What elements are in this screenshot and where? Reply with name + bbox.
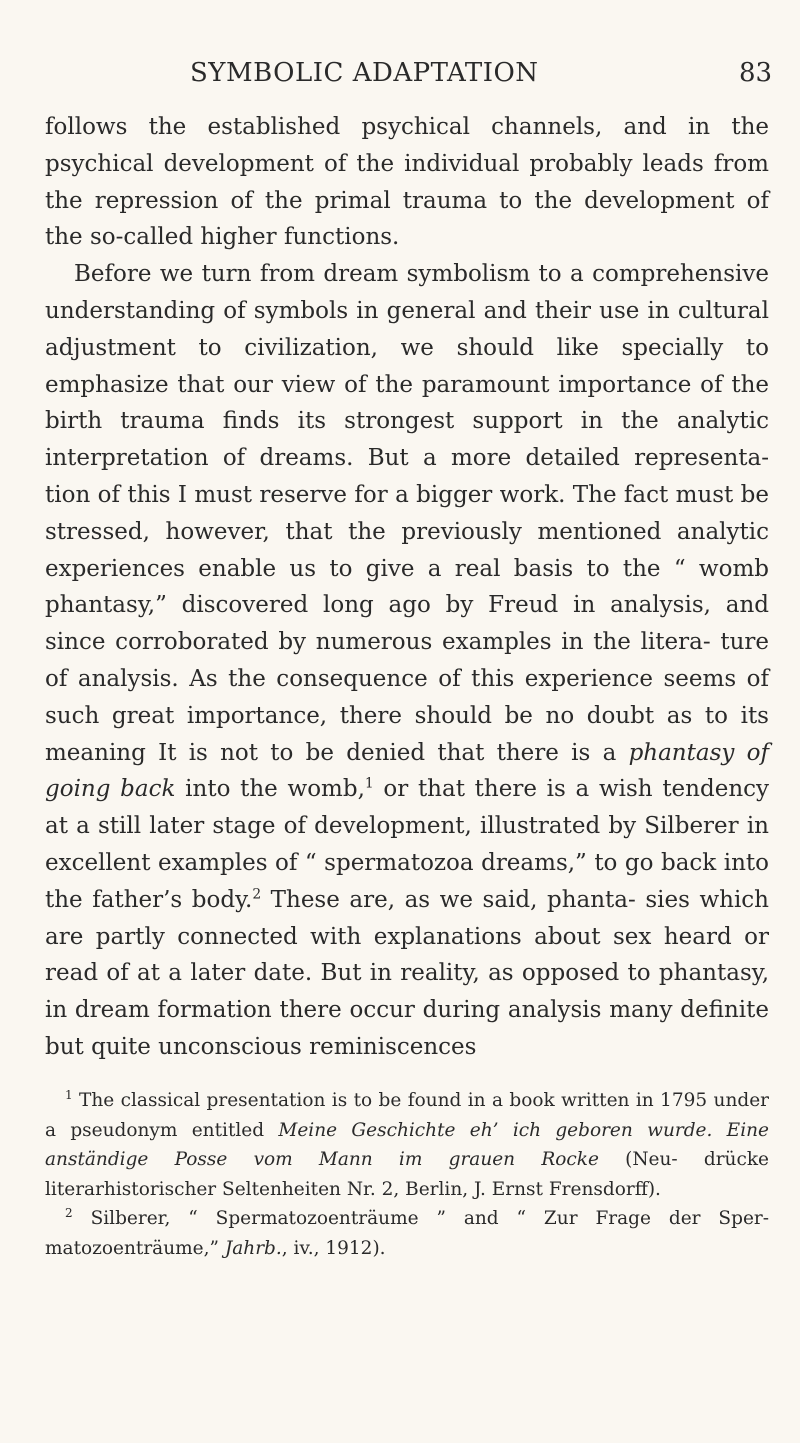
footnote-ref-1: 1 (364, 775, 374, 792)
paragraph-2-text-d: These are, as we said, phanta- sies which are partly connected with explanations about sex heard or read of at a later date. But in reality, as opposed to phantasy, in dream formation there occur during analysis many definite but quite unconscious reminiscences (45, 886, 769, 1060)
paragraph-2-text-b: into the womb, (185, 776, 365, 803)
paragraph-2-text-a: Before we turn from dream symbolism to a comprehensive understanding of symbols in general and their use in cultural adjustment to civilization, we should like specially to emphasize that our view of the paramount importance of the birth trauma finds its strongest support in the analytic interpretation of dreams. But a more detailed representa- tion of this I must reserve for a bigger work. The fact must be stressed, however, that the previously mentioned analytic experiences enable us to give a real basis to the “ womb phantasy,” discovered long ago by Freud in analysis, and since corroborated by numerous examples in the litera- ture of analysis. As the consequence of this experience seems of such great importance, there should be no doubt as to its meaning It is not to be denied that there is a (45, 261, 769, 766)
footnote-ref-2: 2 (252, 886, 262, 903)
paragraph-1-text: follows the established psychical channels, and in the psychical development of the individual probably leads from the repression of the primal trauma to the development of the so-called higher functions. (45, 114, 769, 251)
footnote-1-text-b: (Neu- drücke literarhistorischer Seltenheiten Nr. 2, Berlin, J. Ernst Frensdorff). (45, 1149, 769, 1200)
footnote-1-text-a: The classical presentation is to be found in a book written in 1795 under a pseudonym entitled (45, 1090, 769, 1141)
footnote-2-text-a: Silberer, “ Spermatozoenträume ” and “ Zur Frage der Sper- matozoenträume,” (45, 1208, 769, 1259)
page-number: 83 (739, 58, 773, 88)
footnotes (45, 1086, 769, 1263)
footnote-2 (45, 1204, 769, 1263)
paragraph-2-text-c: or that there is a wish tendency at a still later stage of development, illustrated by Silberer in excellent examples of “ spermatozoa dreams,” to go back into the father’s body. (45, 776, 770, 913)
footnote-1-mark: 1 (65, 1087, 73, 1102)
footnote-1-title: Meine Geschichte eh’ ich geboren wurde. Eine anständige Posse vom Mann im grauen Rocke (45, 1119, 769, 1170)
paragraph-1 (45, 109, 769, 256)
running-title: SYMBOLIC ADAPTATION (190, 58, 539, 88)
footnote-2-text-b: , iv., 1912). (281, 1237, 386, 1259)
paragraph-2 (45, 256, 769, 1066)
emphasis-phantasy: phantasy of going back (45, 739, 769, 803)
footnote-2-mark: 2 (65, 1205, 73, 1220)
footnote-2-journal: Jahrb. (224, 1237, 282, 1259)
body-text (45, 109, 769, 1066)
footnote-1 (45, 1086, 769, 1204)
